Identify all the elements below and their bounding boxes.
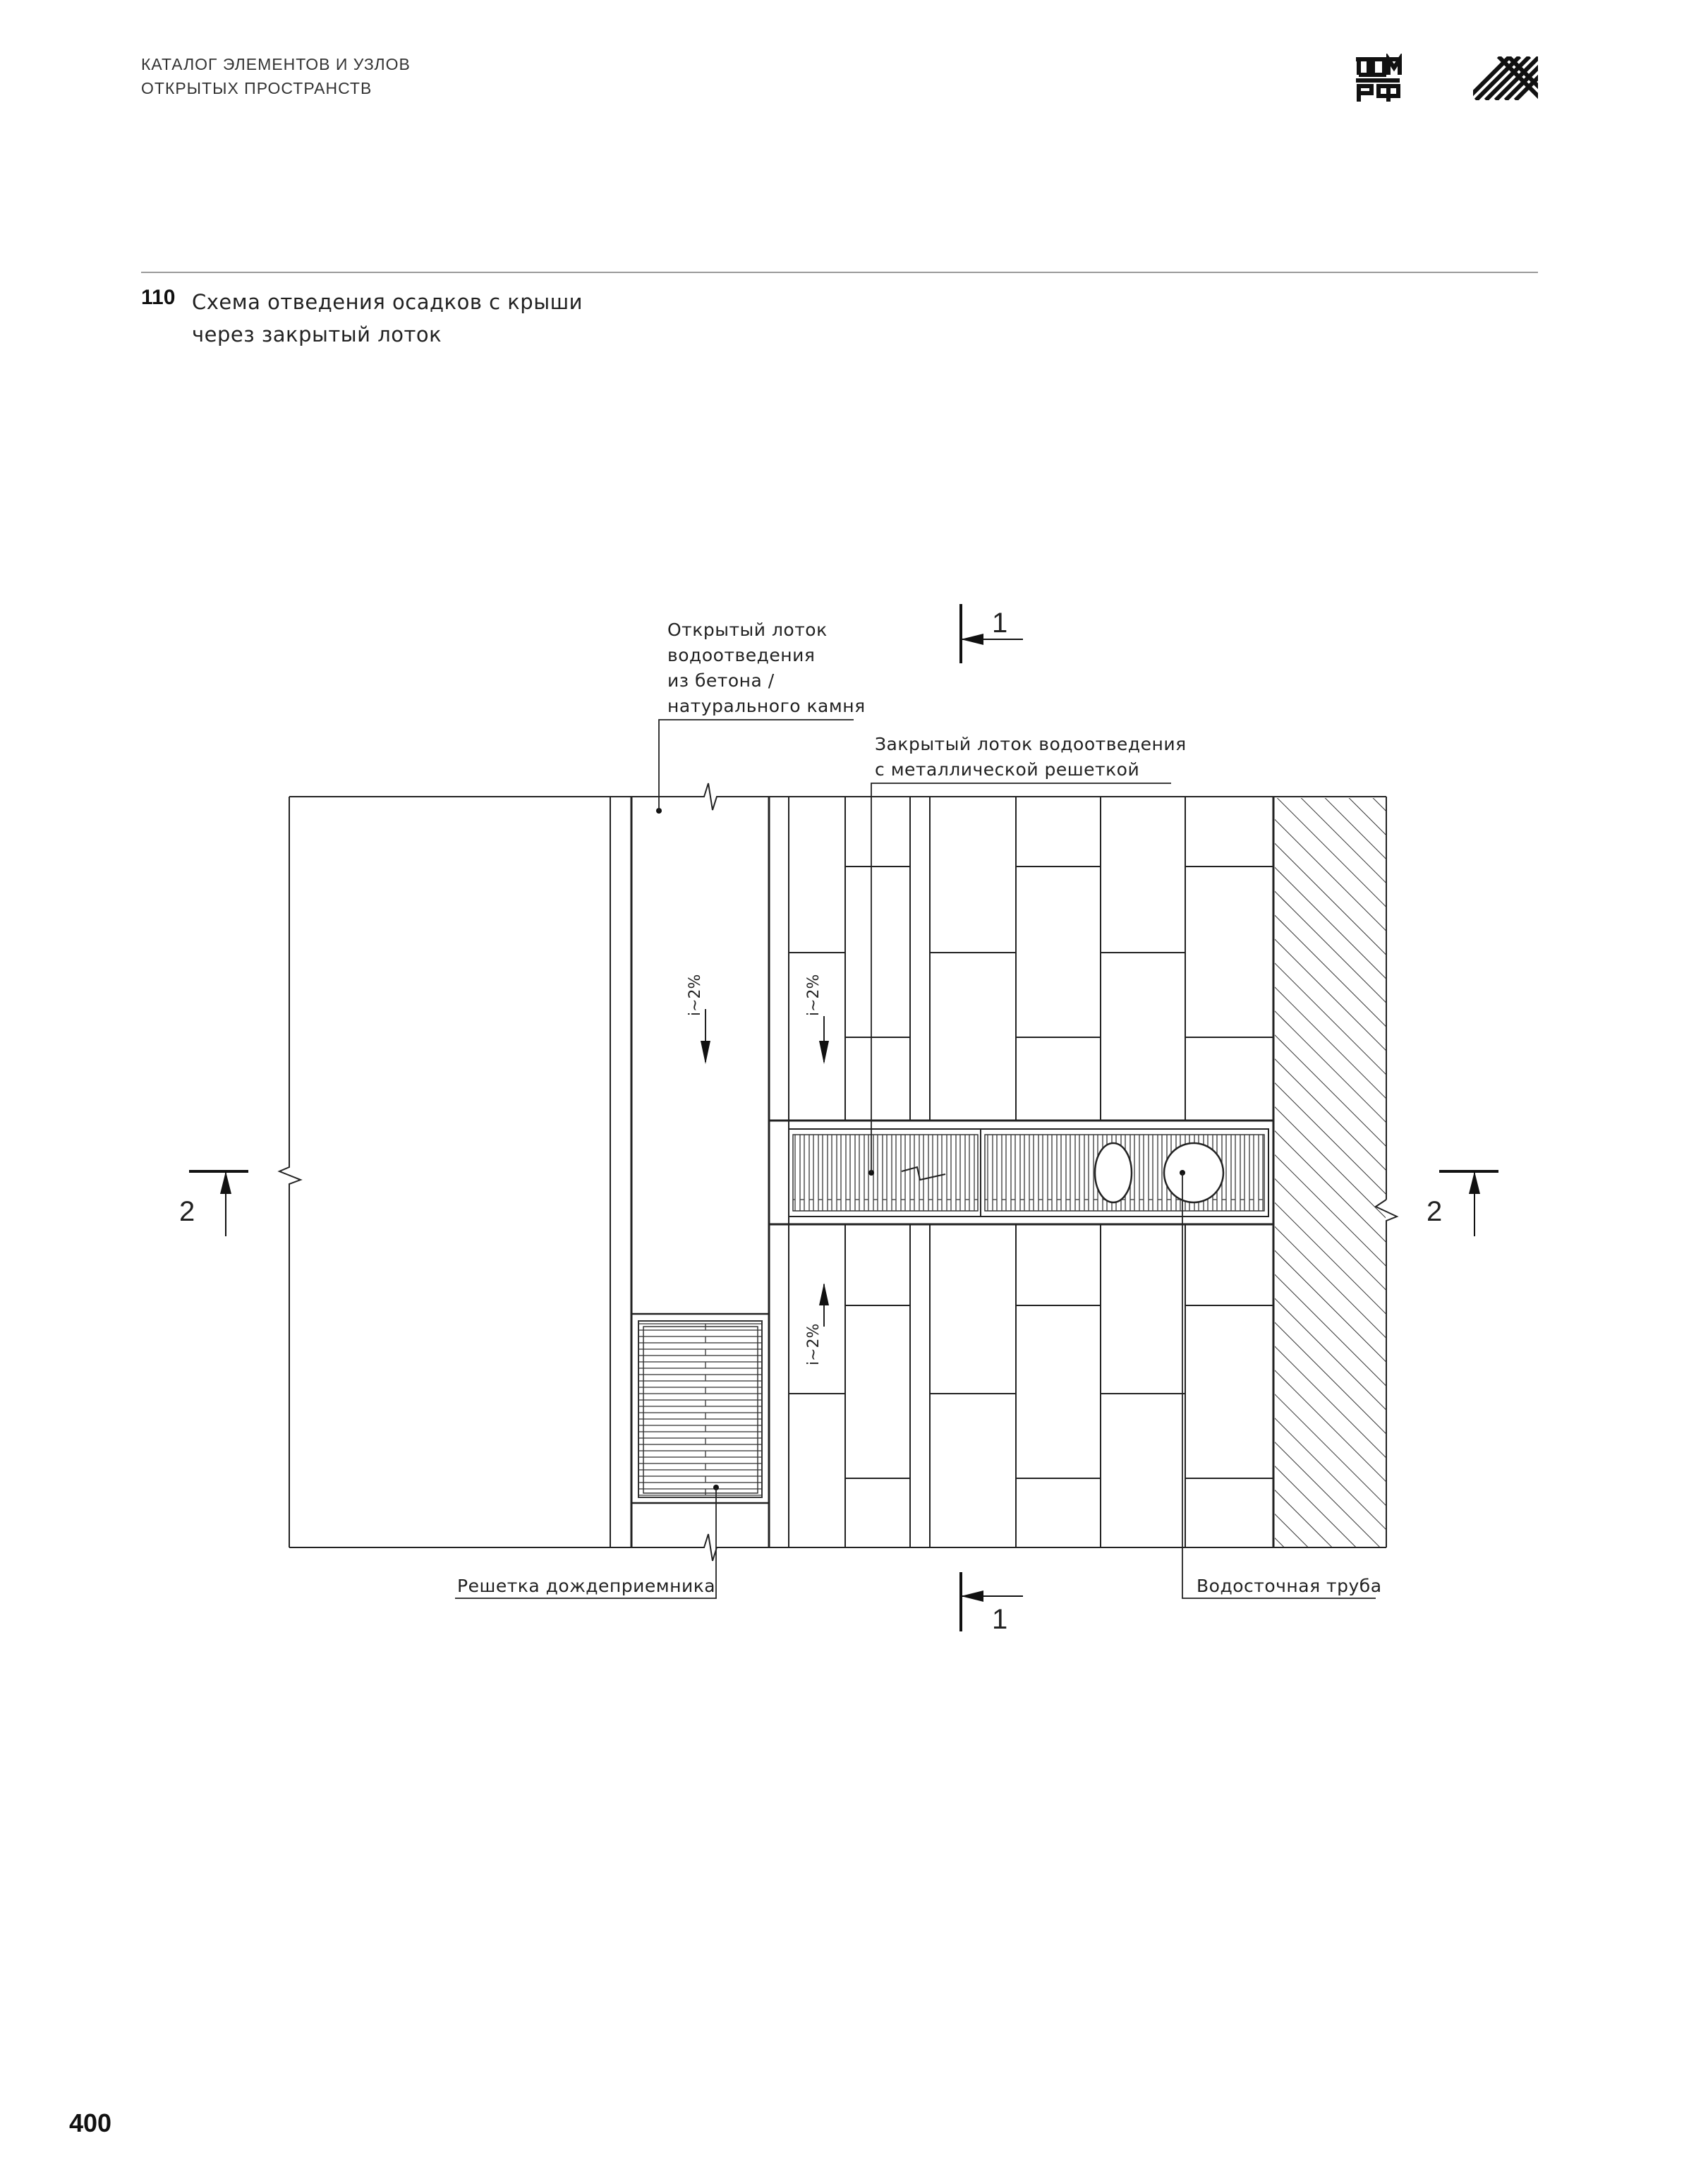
slope-arrow-paving-upper — [819, 1016, 829, 1064]
downpipe-outlet — [1164, 1143, 1223, 1202]
rain-inlet-grate — [638, 1321, 762, 1497]
plan-bottom-edge — [289, 1534, 1273, 1561]
slope-label-open-tray: i~2% — [686, 974, 704, 1016]
leader-closed-tray — [871, 783, 1171, 1173]
label-rain-grate: Решетка дождеприемника — [457, 1576, 716, 1596]
closed-tray-grate-left — [793, 1135, 978, 1211]
plan-left-edge — [279, 797, 301, 1547]
label-open-tray-line1: Открытый лоток — [667, 620, 828, 640]
label-open-tray-line3: из бетона / — [667, 670, 775, 691]
section-1-bottom-label: 1 — [992, 1604, 1008, 1635]
section-1-top-label: 1 — [992, 608, 1008, 639]
downpipe-outlet-left — [1095, 1143, 1132, 1202]
plan-top-edge — [289, 783, 1273, 810]
section-2-right-label: 2 — [1427, 1196, 1443, 1227]
page-number: 400 — [69, 2108, 112, 2137]
figure-title-line2: через закрытый лоток — [192, 322, 442, 346]
slope-arrow-open-tray — [701, 1009, 710, 1064]
section-2-left-label: 2 — [179, 1196, 195, 1227]
slope-arrow-paving-lower — [819, 1283, 829, 1327]
label-downpipe: Водосточная труба — [1197, 1576, 1382, 1596]
figure-title-line1: Схема отведения осадков с крыши — [192, 290, 583, 314]
label-closed-tray-line2: с металлической решеткой — [875, 759, 1140, 780]
slope-label-paving-lower: i~2% — [805, 1323, 823, 1365]
slope-label-paving-upper: i~2% — [805, 974, 823, 1016]
section-mark-2-right — [1439, 1171, 1498, 1236]
figure-number: 110 — [141, 286, 176, 309]
building-wall-hatch — [1275, 798, 1386, 1547]
catalog-title-line2: ОТКРЫТЫХ ПРОСТРАНСТВ — [141, 79, 373, 97]
label-closed-tray-line1: Закрытый лоток водоотведения — [875, 734, 1187, 754]
catalog-title-line1: КАТАЛОГ ЭЛЕМЕНТОВ И УЗЛОВ — [141, 55, 411, 73]
section-mark-2-left — [189, 1171, 248, 1236]
label-open-tray-line2: водоотведения — [667, 645, 816, 665]
label-open-tray-line4: натурального камня — [667, 696, 866, 716]
